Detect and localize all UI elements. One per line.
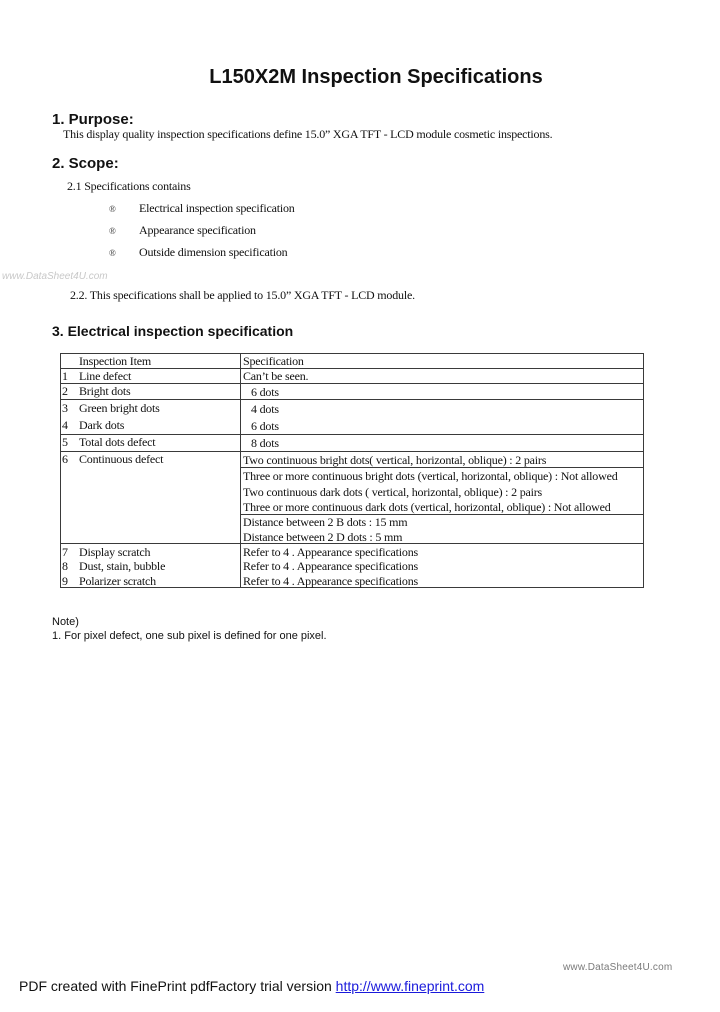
spec-continuous-bright-two: Two continuous bright dots( vertical, horizontal, oblique) : 2 pairs	[243, 453, 547, 467]
scope-bullet-dimension: Outside dimension specification	[139, 245, 288, 259]
spec-distance-d-dots: Distance between 2 D dots : 5 mm	[243, 530, 403, 544]
row-item-line-defect: Line defect	[79, 369, 132, 383]
row-number: 2	[62, 384, 68, 398]
row-number: 6	[62, 452, 68, 466]
table-header-spec: Specification	[243, 354, 304, 368]
row-item-display-scratch: Display scratch	[79, 545, 151, 559]
electrical-heading: 3. Electrical inspection specification	[52, 323, 294, 339]
row-item-bright-dots: Bright dots	[79, 384, 131, 398]
table-header-item: Inspection Item	[79, 354, 151, 368]
spec-bright-dots: 6 dots	[251, 385, 279, 399]
bullet-icon: ®	[109, 204, 116, 214]
note-item: 1. For pixel defect, one sub pixel is defined for one pixel.	[52, 630, 327, 642]
row-number: 5	[62, 435, 68, 449]
row-item-continuous-defect: Continuous defect	[79, 452, 164, 466]
spec-distance-b-dots: Distance between 2 B dots : 15 mm	[243, 515, 408, 529]
spec-continuous-dark-two: Two continuous dark dots ( vertical, horizontal, oblique) : 2 pairs	[243, 485, 543, 499]
spec-continuous-dark-three: Three or more continuous dark dots (vertical, horizontal, oblique) : Not allowed	[243, 500, 611, 514]
scope-bullet-appearance: Appearance specification	[139, 223, 256, 237]
spec-dark-dots: 6 dots	[251, 419, 279, 433]
scope-bullet-electrical: Electrical inspection specification	[139, 201, 295, 215]
spec-line-defect: Can’t be seen.	[243, 369, 309, 383]
scope-item-2-1: 2.1 Specifications contains	[67, 179, 191, 193]
note-heading: Note)	[52, 616, 79, 628]
fineprint-link[interactable]: http://www.fineprint.com	[335, 978, 485, 994]
row-item-dust-stain-bubble: Dust, stain, bubble	[79, 559, 166, 573]
pdf-footer	[19, 978, 484, 994]
spec-green-bright-dots: 4 dots	[251, 402, 279, 416]
row-item-dark-dots: Dark dots	[79, 418, 125, 432]
row-item-total-dots-defect: Total dots defect	[79, 435, 156, 449]
pdf-footer-text: PDF created with FinePrint pdfFactory trial version	[19, 978, 332, 994]
row-number: 4	[62, 418, 68, 432]
row-number: 7	[62, 545, 68, 559]
spec-dust-stain-bubble: Refer to 4 . Appearance specifications	[243, 559, 418, 573]
row-number: 9	[62, 574, 68, 588]
row-number: 8	[62, 559, 68, 573]
row-number: 1	[62, 369, 68, 383]
spec-total-dots: 8 dots	[251, 436, 279, 450]
footer-watermark: www.DataSheet4U.com	[563, 962, 673, 973]
row-item-green-bright-dots: Green bright dots	[79, 401, 160, 415]
bullet-icon: ®	[109, 248, 116, 258]
bullet-icon: ®	[109, 226, 116, 236]
scope-item-2-2: 2.2. This specifications shall be applied to 15.0” XGA TFT - LCD module.	[70, 288, 415, 302]
spec-display-scratch: Refer to 4 . Appearance specifications	[243, 545, 418, 559]
scope-heading: 2. Scope:	[52, 155, 119, 172]
watermark: www.DataSheet4U.com	[2, 271, 108, 282]
row-item-polarizer-scratch: Polarizer scratch	[79, 574, 156, 588]
row-number: 3	[62, 401, 68, 415]
purpose-heading: 1. Purpose:	[52, 111, 134, 128]
purpose-text: This display quality inspection specifications define 15.0” XGA TFT - LCD module cosmetic inspections.	[63, 127, 553, 141]
page-title: L150X2M Inspection Specifications	[209, 66, 543, 88]
spec-continuous-bright-three: Three or more continuous bright dots (vertical, horizontal, oblique) : Not allowed	[243, 469, 618, 483]
spec-polarizer-scratch: Refer to 4 . Appearance specifications	[243, 574, 418, 588]
